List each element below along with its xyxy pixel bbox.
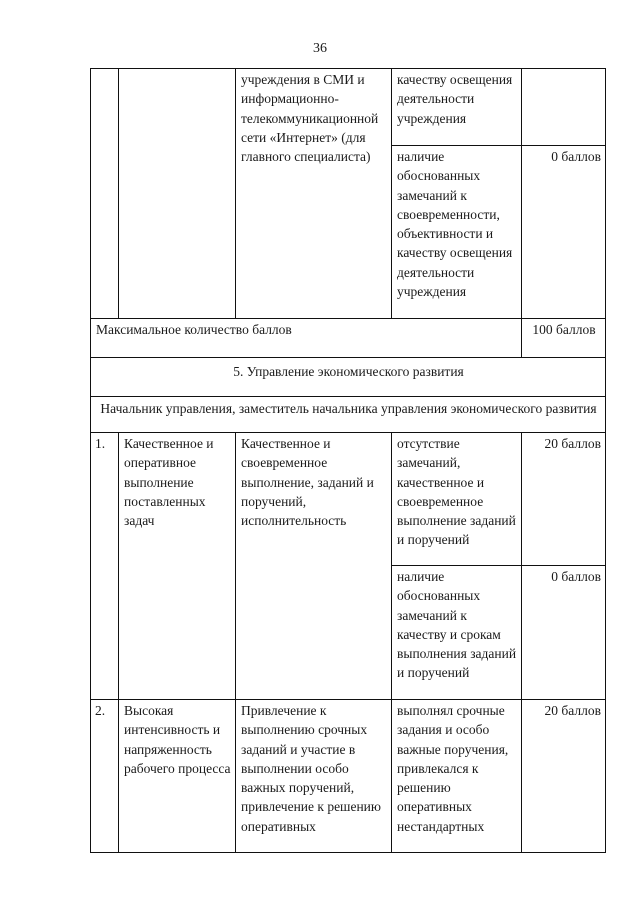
positions-cell — [91, 397, 606, 433]
indicator-text: Высокая интенсивность и напряженность рабочего процесса — [124, 703, 231, 776]
row-number: 1. — [95, 436, 106, 451]
criterion-cell — [392, 146, 522, 319]
criterion-cell — [392, 433, 522, 566]
score-cell — [522, 69, 606, 146]
page-number: 36 — [313, 41, 327, 56]
max-score-row — [91, 319, 606, 358]
section-title: 5. Управление экономического развития — [233, 364, 464, 379]
number-cell-empty — [91, 69, 119, 319]
section-title-cell — [91, 358, 606, 397]
row-number-cell — [91, 433, 119, 700]
score-cell — [522, 433, 606, 566]
criterion-text: наличие обоснованных замечаний к своевременности, объективности и качеству освещения деятельности учреждения — [397, 149, 513, 300]
description-cell — [236, 433, 392, 700]
criterion-text: отсутствие замечаний, качественное и своевременное выполнение заданий и поручений — [397, 436, 516, 548]
max-score-label-cell — [91, 319, 522, 358]
max-score-label: Максимальное количество баллов — [96, 322, 292, 337]
criterion-text: качеству освещения деятельности учреждения — [397, 72, 513, 126]
criterion-cell — [392, 69, 522, 146]
description-cell — [236, 69, 392, 319]
criterion-text: наличие обоснованных замечаний к качеству и срокам выполнения заданий и поручений — [397, 569, 517, 681]
positions-text: Начальник управления, заместитель начальника управления экономического развития — [100, 401, 597, 416]
score-text: 20 баллов — [544, 436, 601, 451]
score-text: 20 баллов — [544, 703, 601, 718]
max-score-value: 100 баллов — [532, 322, 596, 337]
score-text: 0 баллов — [551, 569, 601, 584]
indicator-text: Качественное и оперативное выполнение поставленных задач — [124, 436, 214, 529]
score-cell — [522, 566, 606, 700]
score-cell — [522, 146, 606, 319]
indicator-cell — [119, 700, 236, 853]
section-title-row — [91, 358, 606, 397]
description-cell — [236, 700, 392, 853]
row-number-cell — [91, 700, 119, 853]
max-score-value-cell — [522, 319, 606, 358]
criterion-cell — [392, 700, 522, 853]
indicator-cell-empty — [119, 69, 236, 319]
evaluation-table — [90, 68, 606, 853]
row-number: 2. — [95, 703, 106, 718]
continuation-description: учреждения в СМИ и информационно-телекоммуникационной сети «Интернет» (для главного специалиста) — [241, 72, 379, 165]
indicator-cell — [119, 433, 236, 700]
description-text: Качественное и своевременное выполнение, заданий и поручений, исполнительность — [241, 436, 374, 529]
continuation-row — [91, 69, 606, 146]
table-row — [91, 433, 606, 566]
score-text: 0 баллов — [551, 149, 601, 164]
criterion-text: выполнял срочные задания и особо важные поручения, привлекался к решению оперативных нестандартных — [397, 703, 509, 834]
score-cell — [522, 700, 606, 853]
positions-row — [91, 397, 606, 433]
criterion-cell — [392, 566, 522, 700]
table-row — [91, 700, 606, 853]
description-text: Привлечение к выполнению срочных заданий и участие в выполнении особо важных поручений, привлечение к решению оперативных — [241, 703, 381, 834]
